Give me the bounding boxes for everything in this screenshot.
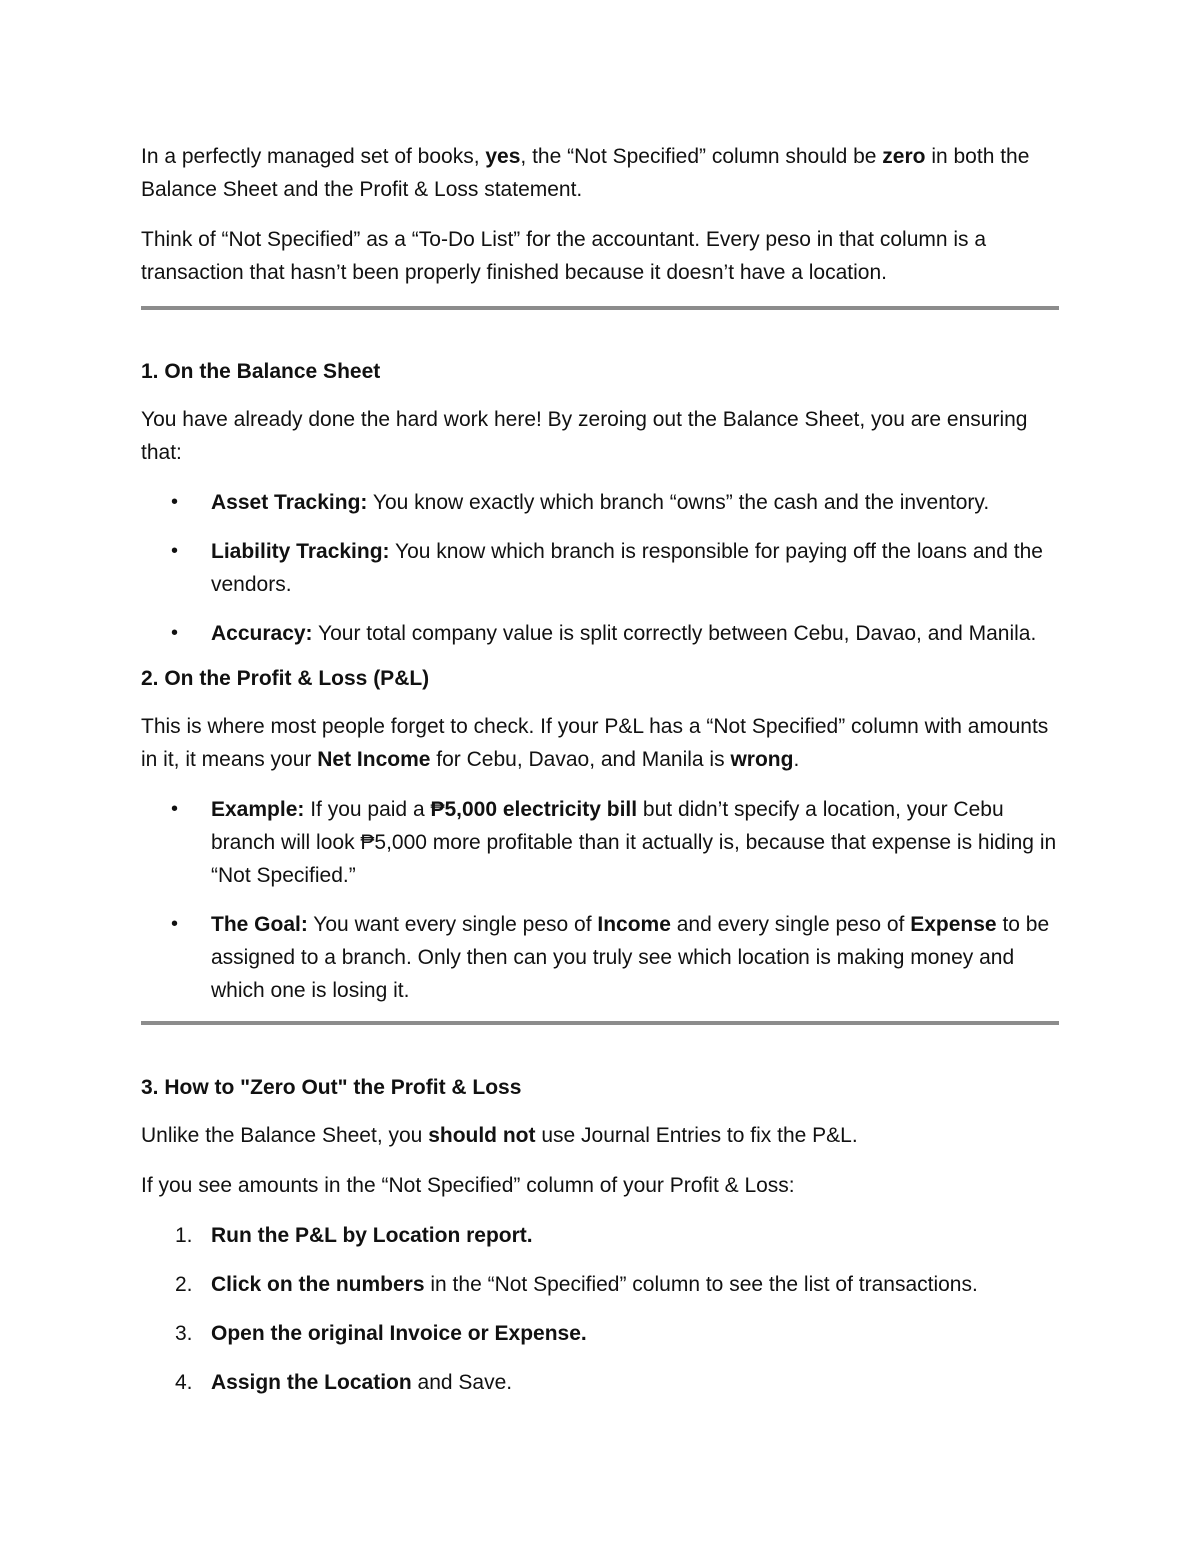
bullet-label: Liability Tracking: (211, 540, 390, 563)
step-number: 4. (175, 1371, 193, 1394)
section3-step-list (141, 1219, 1059, 1399)
step-text: and Save. (411, 1371, 513, 1394)
list-item (141, 1219, 1059, 1252)
bullet-text: If you paid a (304, 798, 431, 821)
intro-emphasis-zero: zero (882, 145, 926, 168)
bullet-icon: • (171, 491, 179, 513)
intro-text-c: , the “Not Specified” column should be (520, 145, 883, 168)
section2-intro-text-d: . (793, 748, 800, 771)
bullet-icon: • (171, 622, 179, 644)
bullet-icon: • (171, 913, 179, 935)
bullet-icon: • (171, 540, 179, 562)
section2-intro-text-c: for Cebu, Davao, and Manila is (430, 748, 731, 771)
bullet-text: You know which branch is responsible for paying off the loans and the vendors. (211, 540, 1043, 596)
bullet-emphasis: Income (597, 913, 671, 936)
step-bold: Click on the numbers (211, 1273, 425, 1296)
list-item (141, 486, 1059, 519)
step-number: 3. (175, 1322, 193, 1345)
bullet-label: Asset Tracking: (211, 491, 368, 514)
section2-intro (141, 710, 1059, 776)
step-text: in the “Not Specified” column to see the list of transactions. (424, 1273, 978, 1296)
bullet-emphasis: ₱5,000 electricity bill (430, 798, 638, 821)
bullet-text: to be assigned to a branch. Only then can you truly see which location is making money and which one is losing it. (211, 913, 1050, 1002)
bullet-icon: • (171, 798, 179, 820)
list-item (141, 617, 1059, 650)
list-item (141, 1268, 1059, 1301)
section3-emphasis-should-not: should not (428, 1124, 536, 1147)
list-item (141, 1366, 1059, 1399)
section3-paragraph-2: If you see amounts in the “Not Specified” column of your Profit & Loss: (141, 1174, 795, 1197)
bullet-text: and every single peso of (670, 913, 911, 936)
section1-intro: You have already done the hard work here! By zeroing out the Balance Sheet, you are ensuring that: (141, 408, 1028, 464)
section3-text-c: use Journal Entries to fix the P&L. (535, 1124, 858, 1147)
section2-heading: 2. On the Profit & Loss (P&L) (141, 667, 430, 690)
bullet-text: You want every single peso of (307, 913, 598, 936)
bullet-emphasis: Expense (910, 913, 997, 936)
section2-intro-text-a: This is where most people forget to check. If your P&L has a “Not Specified” column with amounts in it, it means your (141, 715, 1049, 771)
bullet-label: Accuracy: (211, 622, 313, 645)
intro-emphasis-yes: yes (485, 145, 521, 168)
section2-bullet-list (141, 793, 1059, 1007)
intro-text-d: in both the Balance Sheet and the Profit & Loss statement. (141, 145, 1030, 201)
list-item (141, 908, 1059, 1007)
step-number: 2. (175, 1273, 193, 1296)
list-item (141, 793, 1059, 892)
step-number: 1. (175, 1224, 193, 1247)
section3-paragraph-1 (141, 1119, 1059, 1152)
section-divider (141, 306, 1059, 310)
document-page (141, 140, 1059, 1415)
section3-text-a: Unlike the Balance Sheet, you (141, 1124, 429, 1147)
section1-bullet-list (141, 486, 1059, 650)
section1-heading: 1. On the Balance Sheet (141, 360, 381, 383)
step-bold: Run the P&L by Location report. (211, 1224, 533, 1247)
bullet-text: You know exactly which branch “owns” the cash and the inventory. (367, 491, 990, 514)
list-item (141, 1317, 1059, 1350)
section2-emphasis-net-income: Net Income (317, 748, 431, 771)
bullet-label: The Goal: (211, 913, 308, 936)
step-bold: Open the original Invoice or Expense. (211, 1322, 587, 1345)
bullet-text: but didn’t specify a location, your Cebu branch will look ₱5,000 more profitable than it actually is, because that expense is hiding in “Not Specified.” (211, 798, 1057, 887)
intro-paragraph-2: Think of “Not Specified” as a “To-Do List” for the accountant. Every peso in that column is a transaction that hasn’t been properly finished because it doesn’t have a location. (141, 228, 987, 284)
intro-text-a: In a perfectly managed set of books, (141, 145, 486, 168)
bullet-text: Your total company value is split correctly between Cebu, Davao, and Manila. (312, 622, 1037, 645)
bullet-label: Example: (211, 798, 305, 821)
section-divider (141, 1021, 1059, 1025)
intro-paragraph-1 (141, 140, 1059, 206)
section2-emphasis-wrong: wrong (730, 748, 794, 771)
list-item (141, 535, 1059, 601)
section3-heading: 3. How to "Zero Out" the Profit & Loss (141, 1076, 522, 1099)
step-bold: Assign the Location (211, 1371, 412, 1394)
